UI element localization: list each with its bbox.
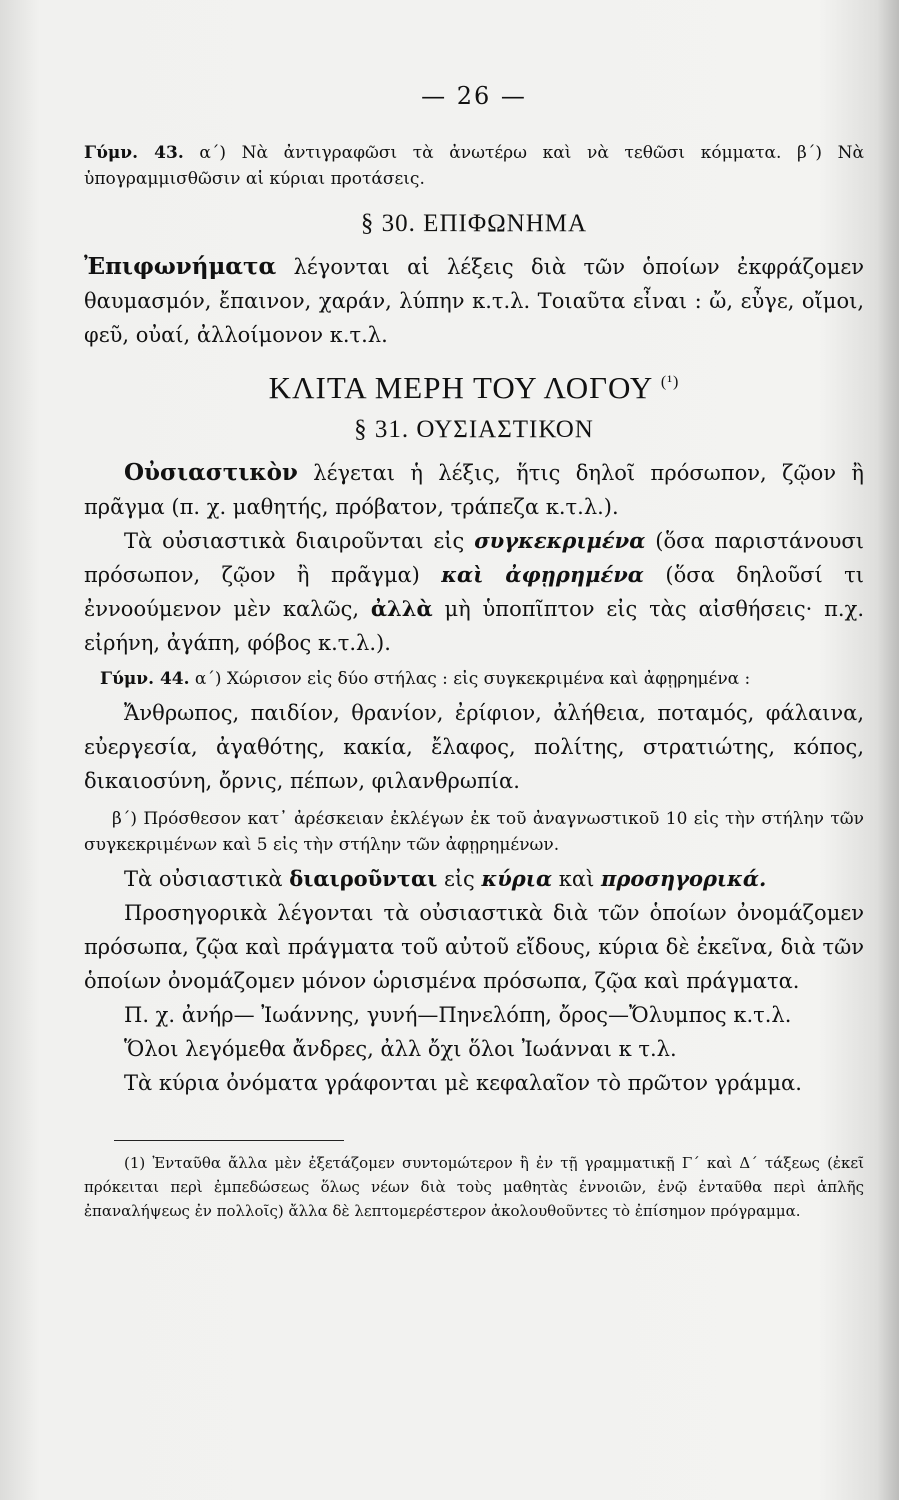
footnote-divider xyxy=(114,1140,344,1141)
exercise-44-word-list: Ἄνθρωπος, παιδίον, θρανίον, ἐρίφιον, ἀλήθεια, ποταμός, φάλαινα, εὐεργεσία, ἀγαθότης, κακία, ἔλαφος, πολίτης, στρατιώτης, κόπος, δικαιοσύνη, ὄρνις, πέπων, φιλανθρωπία. xyxy=(84,701,864,793)
section-31-paragraph-1 xyxy=(84,456,864,524)
exercise-43-text: α΄) Νὰ ἀντιγραφῶσι τὰ ἀνωτέρω καὶ νὰ τεθῶσι κόμματα. β΄) Νὰ ὑπογραμμισθῶσιν αἱ κύριαι προτάσεις. xyxy=(84,143,864,189)
section-30-text: λέγονται αἱ λέξεις διὰ τῶν ὁποίων ἐκφράζομεν θαυμασμόν, ἔπαινον, χαράν, λύπην κ.τ.λ. Τοιαῦτα εἶναι : ὤ, εὖγε, οἴμοι, φεῦ, οὐαί, ἀλλοίμονον κ.τ.λ. xyxy=(84,255,864,347)
p2-text-c: (ὅσα παριστάνουσι πρόσωπον, ζῷον ἢ πρᾶγμα) xyxy=(84,529,864,587)
page-content xyxy=(84,82,864,1223)
p3-text-c: εἰς xyxy=(437,867,482,891)
chapter-title xyxy=(84,370,864,406)
chapter-title-text: ΚΛΙΤΑ ΜΕΡΗ ΤΟΥ ΛΟΓΟΥ xyxy=(268,370,653,405)
p2-text-a: Τὰ οὐσιαστικὰ διαιροῦνται εἰς xyxy=(124,529,475,553)
section-31-paragraph-4: Προσηγορικὰ λέγονται τὰ οὐσιαστικὰ διὰ τῶν ὁποίων ὀνομάζομεν πρόσωπα, ζῷα καὶ πράγματα τοῦ αὐτοῦ εἴδους, κύρια δὲ ἐκεῖνα, διὰ τῶν ὁποίων ὀνομάζομεν μόνον ὡρισμένα πρόσωπα, ζῷα καὶ πράγματα. xyxy=(84,901,864,993)
p2-text-f: ἀλλὰ xyxy=(370,596,433,621)
section-31-p1-text: λέγεται ἡ λέξις, ἥτις δηλοῖ πρόσωπον, ζῷον ἢ πρᾶγμα (π. χ. μαθητής, πρόβατον, τράπεζα κ.τ.λ.). xyxy=(84,461,864,519)
p3-common-term: προσηγορικά. xyxy=(601,866,767,891)
section-31-paragraph-7: Τὰ κύρια ὀνόματα γράφονται μὲ κεφαλαῖον τὸ πρῶτον γράμμα. xyxy=(124,1071,802,1095)
p3-proper-term: κύρια xyxy=(481,866,553,891)
exercise-43-label: Γύμν. 43. xyxy=(84,143,184,163)
section-31-paragraph-3 xyxy=(84,862,864,896)
section-31-paragraph-5: Π. χ. ἀνήρ— Ἰωάννης, γυνή—Πηνελόπη, ὄρος—Ὄλυμπος κ.τ.λ. xyxy=(124,1003,792,1027)
p3-text-e: καὶ xyxy=(552,867,601,891)
section-31-paragraph-2 xyxy=(84,524,864,660)
p2-concrete-term: συγκεκριμένα xyxy=(474,528,646,553)
section-31-heading: § 31. ΟΥΣΙΑΣΤΙΚΟΝ xyxy=(354,416,594,443)
exercise-44-b: β΄) Πρόσθεσον κατ᾽ ἀρέσκειαν ἐκλέγων ἐκ τοῦ ἀναγνωστικοῦ 10 εἰς τὴν στήλην τῶν συγκεκριμένων καὶ 5 εἰς τὴν στήλην τῶν ἀφῃρημένων. xyxy=(84,809,864,855)
page-number: — 26 — xyxy=(421,82,527,110)
exercise-43 xyxy=(84,140,864,192)
p3-text-a: Τὰ οὐσιαστικὰ xyxy=(124,867,290,891)
p2-text-g: μὴ ὑποπῖπτον εἰς τὰς αἰσθήσεις· π.χ. εἰρήνη, ἀγάπη, φόβος κ.τ.λ.). xyxy=(84,597,864,655)
chapter-footnote-ref: (¹) xyxy=(660,373,680,391)
exercise-44-label: Γύμν. 44. xyxy=(100,669,190,689)
exercise-44-text: α΄) Χώρισον εἰς δύο στήλας : εἰς συγκεκριμένα καὶ ἀφῃρημένα : xyxy=(189,669,751,689)
section-31-paragraph-6: Ὅλοι λεγόμεθα ἄνδρες, ἀλλ ὄχι ὅλοι Ἰωάνναι κ τ.λ. xyxy=(124,1037,677,1061)
section-30-paragraph xyxy=(84,250,864,352)
section-30-heading: § 30. ΕΠΙΦΩΝΗΜΑ xyxy=(360,210,588,237)
p2-abstract-term: καὶ ἀφῃρημένα xyxy=(441,562,644,587)
p2-text-e: (ὅσα δηλοῦσί τι ἐννοούμενον μὲν καλῶς, xyxy=(84,563,864,621)
exercise-44 xyxy=(100,666,864,692)
section-31-term: Οὐσιαστικὸν xyxy=(124,459,298,486)
footnote: (1) Ἐνταῦθα ἄλλα μὲν ἐξετάζομεν συντομώτερον ἢ ἐν τῇ γραμματικῇ Γ΄ καὶ Δ΄ τάξεως (ἐκεῖ πρόκειται περὶ ἐμπεδώσεως ὅλως νέων διὰ τοὺς μαθητὰς ἐννοιῶν, ἐνῷ ἐνταῦθα περὶ ἁπλῆς ἐπαναλήψεως ἐν πολλοῖς) ἄλλα δὲ λεπτομερέστερον ἀκολουθοῦντες τὸ ἐπίσημον πρόγραμμα. xyxy=(84,1154,864,1220)
section-30-term: Ἐπιφωνήματα xyxy=(84,253,277,280)
p3-text-b: διαιροῦνται xyxy=(289,866,438,891)
page-edge-shadow xyxy=(877,0,899,1500)
